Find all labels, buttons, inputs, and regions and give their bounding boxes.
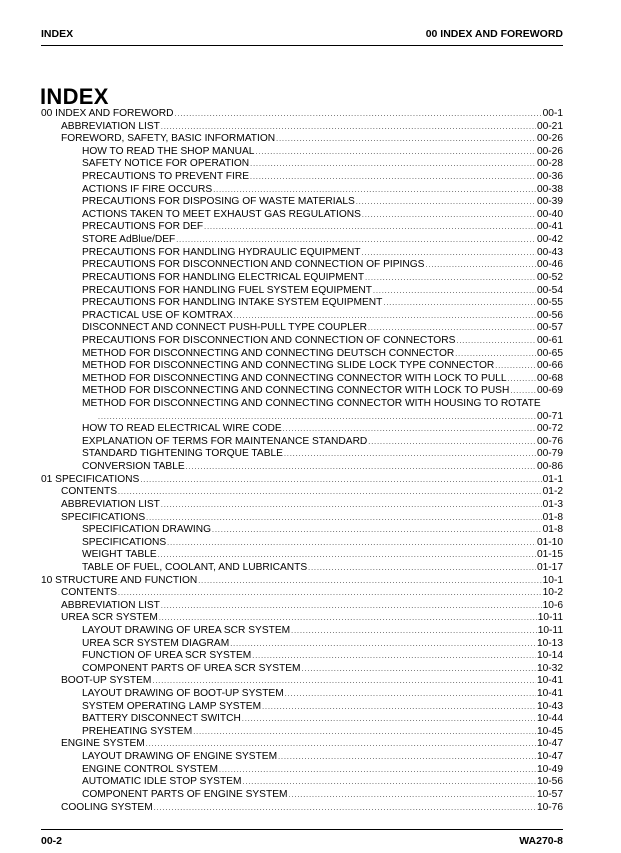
toc-entry-label: AUTOMATIC IDLE STOP SYSTEM [82,776,242,788]
toc-entry-page: 10-1 [542,574,563,586]
toc-entry-page: 00-68 [536,372,563,384]
toc-entry[interactable] [41,184,563,197]
dot-leader [362,210,536,223]
toc-entry-page: 00-69 [536,385,563,397]
toc-entry-label: ABBREVIATION LIST [61,120,160,132]
toc-entry-label: FOREWORD, SAFETY, BASIC INFORMATION [61,133,276,145]
dot-leader [383,298,536,311]
toc-entry-page: 00-38 [536,183,563,195]
dot-leader [118,487,542,500]
toc-entry-label: PRECAUTIONS FOR DISPOSING OF WASTE MATERIALS [82,196,355,208]
toc-entry-label: UREA SCR SYSTEM [61,612,158,624]
page-header [41,28,563,44]
toc-entry-page: 00-21 [536,120,563,132]
dot-leader [174,109,541,122]
table-of-contents [41,108,563,814]
toc-entry[interactable] [41,512,563,525]
dot-leader [285,689,536,702]
toc-entry-page: 00-39 [536,196,563,208]
toc-entry-label: LAYOUT DRAWING OF UREA SCR SYSTEM [82,624,291,636]
toc-entry[interactable] [41,411,563,424]
toc-entry[interactable] [41,385,563,398]
toc-entry-page: 10-41 [536,688,563,700]
toc-entry-label: ABBREVIATION LIST [61,498,160,510]
toc-entry[interactable] [41,713,563,726]
toc-entry-page: 00-1 [542,108,563,119]
toc-entry-page: 10-32 [536,662,563,674]
toc-entry[interactable] [41,625,563,638]
toc-entry[interactable] [41,272,563,285]
dot-leader [356,197,536,210]
toc-entry-page: 00-71 [536,410,563,422]
toc-entry-label: CONTENTS [61,486,118,498]
dot-leader [154,803,536,816]
toc-entry-page: 10-47 [536,751,563,763]
toc-entry-page: 10-11 [537,624,563,636]
toc-entry[interactable] [41,612,563,625]
toc-entry-label: ACTIONS TAKEN TO MEET EXHAUST GAS REGULATIONS [82,208,361,220]
toc-entry[interactable] [41,738,563,751]
toc-entry[interactable] [41,549,563,562]
toc-entry[interactable] [41,486,563,499]
toc-entry[interactable] [41,335,563,348]
toc-entry-label: STANDARD TIGHTENING TORQUE TABLE [82,448,283,460]
dot-leader [161,500,542,513]
toc-entry[interactable] [41,638,563,651]
toc-entry-page: 00-72 [536,423,563,435]
dot-leader [186,462,536,475]
toc-entry[interactable] [41,121,563,134]
toc-entry-page: 00-46 [536,259,563,271]
dot-leader [140,475,541,488]
toc-entry-label: BATTERY DISCONNECT SWITCH [82,713,241,725]
toc-entry-label: BOOT-UP SYSTEM [61,675,152,687]
footer-page-number: 00-2 [41,835,63,847]
dot-leader [212,525,542,538]
toc-entry-page: 10-2 [542,587,563,599]
toc-entry-label: LAYOUT DRAWING OF BOOT-UP SYSTEM [82,688,284,700]
toc-entry-page: 00-42 [536,234,563,246]
toc-entry-page: 00-57 [536,322,563,334]
dot-leader [204,222,536,235]
toc-entry-page: 00-65 [536,347,563,359]
dot-leader [425,260,535,273]
toc-entry-label: METHOD FOR DISCONNECTING AND CONNECTING CONNECTOR WITH LOCK TO PUSH [82,385,510,397]
header-section-label: INDEX [41,28,74,40]
dot-leader [262,702,536,715]
toc-entry-page: 10-47 [536,738,563,750]
toc-entry-page: 01-10 [536,536,563,548]
toc-entry-page: 10-43 [536,700,563,712]
toc-entry[interactable] [41,297,563,310]
toc-entry[interactable] [41,158,563,171]
toc-entry-page: 00-43 [536,246,563,258]
toc-entry[interactable] [41,764,563,777]
dot-leader [167,538,536,551]
toc-entry-page: 00-41 [536,221,563,233]
toc-entry-label: COMPONENT PARTS OF UREA SCR SYSTEM [82,662,301,674]
toc-entry-label: FUNCTION OF UREA SCR SYSTEM [82,650,252,662]
toc-entry-label: WEIGHT TABLE [82,549,157,561]
toc-entry[interactable] [41,751,563,764]
toc-entry[interactable] [41,423,563,436]
toc-entry-page: 10-44 [536,713,563,725]
toc-entry-label: PRECAUTIONS FOR HANDLING INTAKE SYSTEM EQUIPMENT [82,297,383,309]
toc-entry-page: 01-15 [536,549,563,561]
toc-entry[interactable] [41,575,563,588]
toc-entry-page: 00-86 [536,461,563,473]
toc-entry-page: 10-76 [536,801,563,813]
dot-leader [276,134,536,147]
toc-entry-label: HOW TO READ THE SHOP MANUAL [82,145,255,157]
toc-entry-page: 01-8 [542,524,563,536]
toc-entry-label: 00 INDEX AND FOREWORD [41,108,174,119]
header-chapter-title: 00 INDEX AND FOREWORD [425,28,563,40]
toc-entry-page: 00-28 [536,158,563,170]
toc-entry[interactable] [41,247,563,260]
toc-entry-label: ABBREVIATION LIST [61,599,160,611]
toc-entry-label: PRECAUTIONS FOR HANDLING ELECTRICAL EQUIPMENT [82,271,365,283]
toc-entry[interactable] [41,726,563,739]
toc-entry[interactable] [41,171,563,184]
toc-entry-label: HOW TO READ ELECTRICAL WIRE CODE [82,423,282,435]
toc-entry[interactable] [41,133,563,146]
dot-leader [255,147,535,160]
toc-entry-label: SAFETY NOTICE FOR OPERATION [82,158,250,170]
dot-leader [118,588,542,601]
toc-entry[interactable] [41,650,563,663]
toc-entry-page: 00-52 [536,271,563,283]
toc-entry[interactable] [41,802,563,815]
toc-entry[interactable] [41,524,563,537]
toc-entry-label: 01 SPECIFICATIONS [41,473,140,485]
dot-leader [284,449,536,462]
toc-entry-page: 10-45 [536,725,563,737]
toc-entry-label: STORE AdBlue/DEF [82,234,176,246]
toc-entry-label: EXPLANATION OF TERMS FOR MAINTENANCE STANDARD [82,435,368,447]
toc-entry-page: 10-57 [536,788,563,800]
dot-leader [250,172,536,185]
toc-entry-label: UREA SCR SYSTEM DIAGRAM [82,637,230,649]
toc-entry-page: 01-3 [542,498,563,510]
toc-entry-page: 01-8 [542,511,563,523]
toc-entry-page: 00-40 [536,208,563,220]
toc-entry[interactable] [41,789,563,802]
toc-entry-label: LAYOUT DRAWING OF ENGINE SYSTEM [82,751,278,763]
toc-entry-label: ENGINE CONTROL SYSTEM [82,763,219,775]
toc-entry[interactable] [41,474,563,487]
toc-entry-label: SPECIFICATIONS [61,511,146,523]
toc-entry-label: COMPONENT PARTS OF ENGINE SYSTEM [82,788,288,800]
toc-entry[interactable] [41,398,563,411]
dot-leader [365,273,536,286]
toc-entry-label: TABLE OF FUEL, COOLANT, AND LUBRICANTS [82,561,308,573]
toc-entry-page: 10-13 [536,637,563,649]
toc-entry-label: PRECAUTIONS FOR DEF [82,221,204,233]
toc-entry-page: 00-79 [536,448,563,460]
dot-leader [161,601,542,614]
toc-entry-page: 00-36 [536,171,563,183]
dot-leader [219,765,536,778]
toc-entry-page: 00-56 [536,309,563,321]
toc-entry[interactable] [41,221,563,234]
header-divider [41,45,563,46]
toc-entry-label: METHOD FOR DISCONNECTING AND CONNECTING CONNECTOR WITH HOUSING TO ROTATE [82,398,541,410]
toc-entry-label: ACTIONS IF FIRE OCCURS [82,183,213,195]
dot-leader [368,437,536,450]
footer-divider [41,829,563,830]
toc-entry[interactable] [41,348,563,361]
dot-leader [278,752,536,765]
toc-entry-label: METHOD FOR DISCONNECTING AND CONNECTING DEUTSCH CONNECTOR [82,347,455,359]
toc-entry-page: 10-56 [536,776,563,788]
toc-entry-label: CONVERSION TABLE [82,461,185,473]
toc-entry-label: PRECAUTIONS FOR HANDLING FUEL SYSTEM EQUIPMENT [82,284,373,296]
toc-entry[interactable] [41,537,563,550]
toc-entry[interactable] [41,285,563,298]
toc-entry-page: 00-76 [536,435,563,447]
toc-entry-page: 10-41 [536,675,563,687]
toc-entry-page: 10-49 [536,763,563,775]
footer-model-number: WA270-8 [519,835,563,847]
toc-entry-page: 00-55 [536,297,563,309]
dot-leader [230,639,536,652]
toc-entry[interactable] [41,663,563,676]
toc-entry-page: 01-17 [536,561,563,573]
toc-entry[interactable] [41,688,563,701]
toc-entry-page: 00-26 [536,145,563,157]
dot-leader [456,336,536,349]
toc-entry-label: DISCONNECT AND CONNECT PUSH-PULL TYPE COUPLER [82,322,367,334]
dot-leader [302,664,536,677]
toc-entry-page: 00-66 [536,360,563,372]
toc-entry-label: 10 STRUCTURE AND FUNCTION [41,574,198,586]
toc-entry-label: PRECAUTIONS FOR DISCONNECTION AND CONNECTION OF CONNECTORS [82,334,456,346]
toc-entry[interactable] [41,108,563,121]
toc-entry-label: PRECAUTIONS TO PREVENT FIRE [82,171,249,183]
toc-entry[interactable] [41,322,563,335]
toc-entry[interactable] [41,310,563,323]
dot-leader [288,790,535,803]
toc-entry[interactable] [41,701,563,714]
dot-leader [242,714,536,727]
dot-leader [373,286,536,299]
toc-entry-label: CONTENTS [61,587,118,599]
dot-leader [250,159,536,172]
toc-entry-label: PRECAUTIONS FOR HANDLING HYDRAULIC EQUIPMENT [82,246,361,258]
toc-entry-label: COOLING SYSTEM [61,801,153,813]
toc-entry-label: METHOD FOR DISCONNECTING AND CONNECTING SLIDE LOCK TYPE CONNECTOR [82,360,495,372]
toc-entry-page: 00-61 [536,334,563,346]
toc-entry[interactable] [41,461,563,474]
toc-entry[interactable] [41,360,563,373]
toc-entry[interactable] [41,675,563,688]
toc-entry-page: 10-14 [536,650,563,662]
toc-entry[interactable] [41,600,563,613]
toc-entry-page: 10-11 [537,612,563,624]
toc-entry[interactable] [41,209,563,222]
toc-entry-page: 00-26 [536,133,563,145]
toc-entry[interactable] [41,562,563,575]
toc-entry-label: METHOD FOR DISCONNECTING AND CONNECTING CONNECTOR WITH LOCK TO PULL [82,372,507,384]
toc-entry-page: 00-54 [536,284,563,296]
toc-entry[interactable] [41,234,563,247]
dot-leader [193,727,536,740]
toc-entry-page: 01-2 [542,486,563,498]
toc-entry-label: PRECAUTIONS FOR DISCONNECTION AND CONNECTION OF PIPINGS [82,259,425,271]
toc-entry-label: SPECIFICATIONS [82,536,167,548]
toc-entry-label: SPECIFICATION DRAWING [82,524,212,536]
toc-entry-page: 10-6 [542,599,563,611]
dot-leader [198,576,541,589]
toc-entry[interactable] [41,436,563,449]
toc-entry-label: ENGINE SYSTEM [61,738,145,750]
toc-entry[interactable] [41,499,563,512]
page-title: INDEX [40,84,109,109]
dot-leader [508,374,536,387]
toc-entry[interactable] [41,196,563,209]
dot-leader [308,563,536,576]
toc-entry-label: PRACTICAL USE OF KOMTRAX [82,309,233,321]
toc-entry[interactable] [41,776,563,789]
page-footer [41,835,563,849]
toc-entry[interactable] [41,373,563,386]
toc-entry[interactable] [41,146,563,159]
toc-entry-label: PREHEATING SYSTEM [82,725,193,737]
toc-entry-page: 01-1 [542,473,563,485]
toc-entry[interactable] [41,587,563,600]
toc-entry[interactable] [41,259,563,272]
toc-entry[interactable] [41,448,563,461]
dot-leader [291,626,537,639]
toc-entry-label: SYSTEM OPERATING LAMP SYSTEM [82,700,262,712]
